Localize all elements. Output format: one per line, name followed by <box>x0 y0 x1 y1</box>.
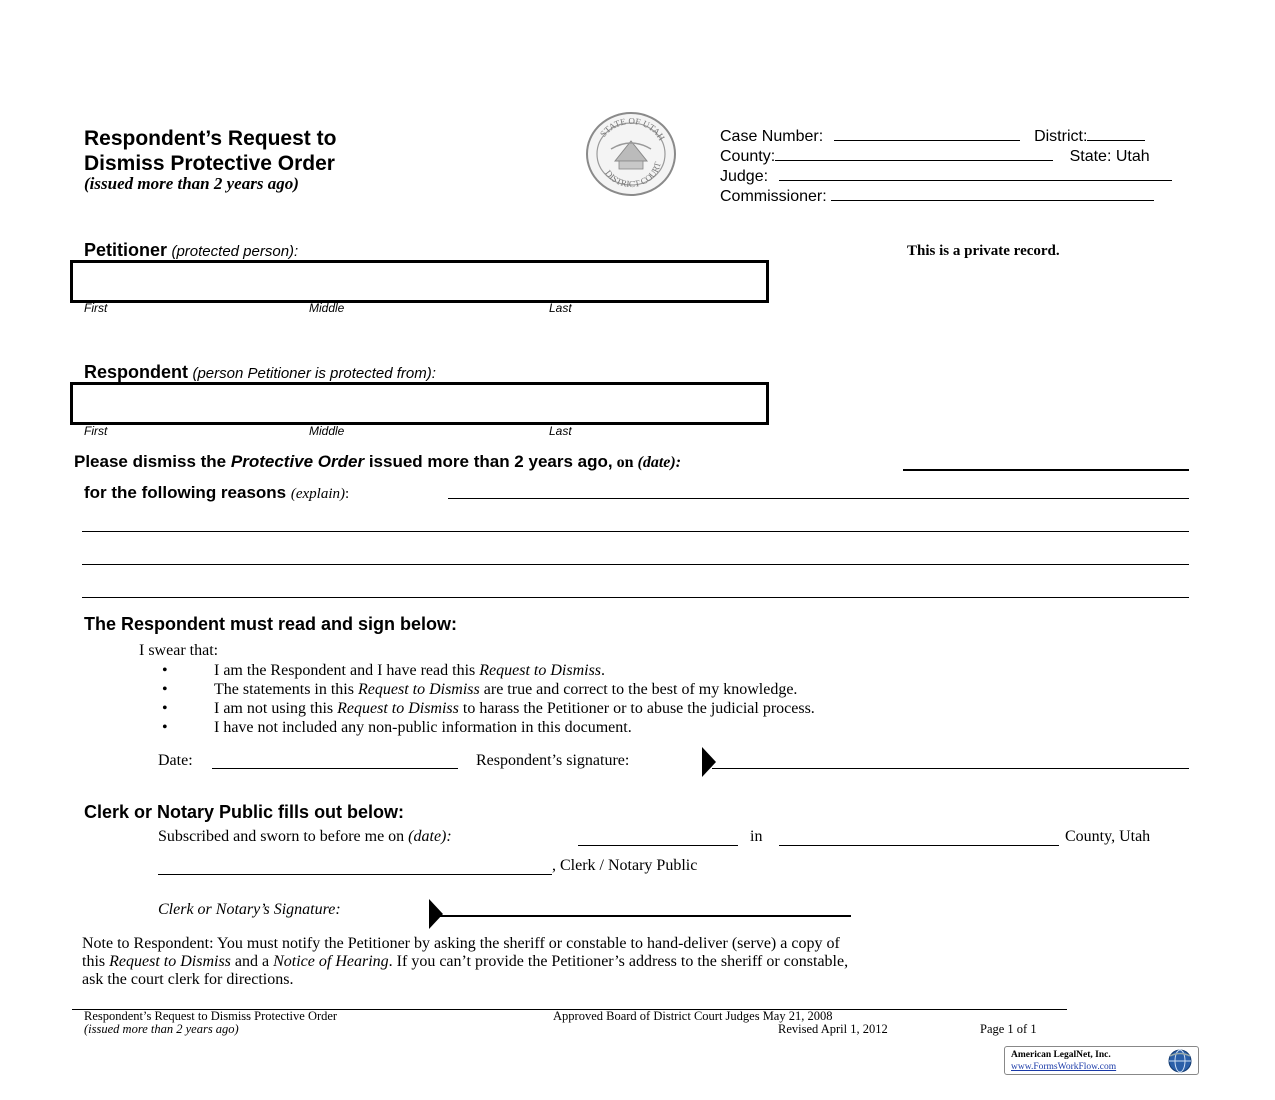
vendor-name: American LegalNet, Inc. <box>1011 1050 1111 1060</box>
sign-date-field[interactable] <box>212 768 458 769</box>
reasons-line-4[interactable] <box>82 597 1189 598</box>
commissioner-label: Commissioner: <box>720 188 827 205</box>
judge-label: Judge: <box>720 168 769 185</box>
reasons-colon: : <box>345 486 350 502</box>
dismiss-part3: issued more than 2 years ago, <box>364 452 613 471</box>
respondent-first-label: First <box>84 424 108 438</box>
commissioner-field[interactable] <box>831 186 1154 201</box>
note-line-1: Note to Respondent: You must notify the Petitioner by asking the sheriff or constable to hand-deliver (serve) a copy of <box>82 935 840 952</box>
note-to-respondent <box>82 935 1192 989</box>
clerk-signature-label: Clerk or Notary’s Signature: <box>158 901 341 918</box>
clerk-notary-label: , Clerk / Notary Public <box>552 857 698 874</box>
sworn-date-field[interactable] <box>578 845 738 846</box>
reasons-line-1[interactable] <box>448 498 1189 499</box>
swear-intro: I swear that: <box>139 642 219 659</box>
reasons-label: for the following reasons <box>84 483 291 502</box>
swear-list <box>192 661 1142 737</box>
commissioner-row <box>720 186 1190 207</box>
dismiss-part2: Protective Order <box>230 452 365 471</box>
respondent-name-input[interactable] <box>70 382 769 425</box>
clerk-signature-field[interactable] <box>440 915 851 917</box>
reasons-explain: (explain) <box>290 486 345 502</box>
swear-item-4: • I have not included any non-public information in this document. <box>192 718 1142 737</box>
seal-text-top: STATE OF UTAH <box>597 115 667 143</box>
respondent-paren: (person Petitioner is protected from): <box>192 365 436 382</box>
private-record-notice: This is a private record. <box>907 243 1060 259</box>
form-title-line2: Dismiss Protective Order <box>84 152 335 175</box>
respondent-signature-field[interactable] <box>712 768 1189 769</box>
sworn-row <box>158 828 452 846</box>
reasons-line-2[interactable] <box>82 531 1189 532</box>
case-number-row <box>720 126 1190 147</box>
form-subtitle: (issued more than 2 years ago) <box>84 174 299 193</box>
dismiss-statement <box>74 452 681 472</box>
respondent-middle-label: Middle <box>309 424 345 438</box>
petitioner-heading <box>84 240 298 261</box>
respondent-last-label: Last <box>549 424 572 438</box>
sworn-date-label: (date): <box>408 828 452 845</box>
reasons-label-row <box>84 483 349 503</box>
dismiss-date-label: (date): <box>637 454 682 471</box>
vendor-globe-icon <box>1167 1048 1193 1074</box>
county-row <box>720 146 1190 167</box>
footer-revised: Revised April 1, 2012 <box>778 1022 888 1036</box>
sworn-county-field[interactable] <box>779 845 1059 846</box>
petitioner-paren: (protected person): <box>171 243 299 260</box>
dismiss-part1: Please dismiss the <box>74 452 231 471</box>
swear-item-2: • The statements in this Request to Dismiss are true and correct to the best of my knowledge. <box>192 680 1142 699</box>
district-label: District: <box>1034 128 1088 145</box>
petitioner-last-label: Last <box>549 301 572 315</box>
clerk-heading: Clerk or Notary Public fills out below: <box>84 802 405 822</box>
sign-heading: The Respondent must read and sign below: <box>84 614 458 634</box>
respondent-signature-label: Respondent’s signature: <box>476 752 630 769</box>
form-title-line1: Respondent’s Request to <box>84 127 337 150</box>
district-field[interactable] <box>1087 126 1145 141</box>
swear-item-1: • I am the Respondent and I have read this Request to Dismiss. <box>192 661 1142 680</box>
sworn-county-utah: County, Utah <box>1065 828 1151 845</box>
vendor-badge <box>1004 1046 1199 1075</box>
reasons-line-3[interactable] <box>82 564 1189 565</box>
petitioner-first-label: First <box>84 301 108 315</box>
note-line-3: ask the court clerk for directions. <box>82 971 294 988</box>
petitioner-name-input[interactable] <box>70 260 769 303</box>
sign-date-label: Date: <box>158 752 193 769</box>
clerk-name-field[interactable] <box>158 874 552 875</box>
case-number-field[interactable] <box>834 126 1020 141</box>
footer-page-number: Page 1 of 1 <box>980 1022 1037 1036</box>
footer-approved: Approved Board of District Court Judges May 21, 2008 <box>553 1009 833 1023</box>
county-label: County: <box>720 148 776 165</box>
dismiss-date-field[interactable] <box>903 469 1189 471</box>
footer-form-subtitle: (issued more than 2 years ago) <box>84 1022 239 1036</box>
vendor-url-link[interactable]: www.FormsWorkFlow.com <box>1011 1062 1117 1072</box>
judge-field[interactable] <box>779 166 1172 181</box>
seal-text-bottom: DISTRICT COURT <box>603 160 663 190</box>
court-seal-icon <box>585 111 677 197</box>
state-label: State: Utah <box>1069 148 1150 165</box>
case-number-label: Case Number: <box>720 128 824 145</box>
petitioner-middle-label: Middle <box>309 301 345 315</box>
respondent-label: Respondent <box>84 362 189 382</box>
signature-arrow-icon <box>702 747 716 777</box>
county-field[interactable] <box>775 146 1053 161</box>
sworn-pre: Subscribed and sworn to before me on <box>158 828 409 845</box>
judge-row <box>720 166 1190 187</box>
dismiss-on: on <box>612 454 638 471</box>
petitioner-label: Petitioner <box>84 240 168 260</box>
sworn-in: in <box>750 828 763 845</box>
clerk-signature-arrow-icon <box>429 899 443 929</box>
form-title <box>84 126 336 176</box>
footer-form-title: Respondent’s Request to Dismiss Protective Order <box>84 1009 338 1023</box>
note-line-2: this Request to Dismiss and a Notice of Hearing. If you can’t provide the Petitioner’s address to the sheriff or constable, <box>82 953 849 970</box>
respondent-heading <box>84 362 436 383</box>
swear-item-3: • I am not using this Request to Dismiss to harass the Petitioner or to abuse the judicial process. <box>192 699 1142 718</box>
